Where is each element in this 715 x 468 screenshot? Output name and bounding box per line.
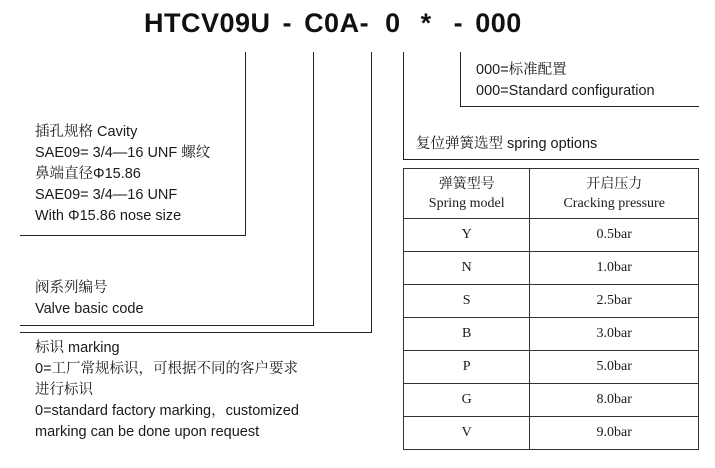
- table-row: [404, 351, 699, 384]
- spring-model-header-cn: 弹簧型号: [438, 176, 495, 192]
- cracking-pressure-cell: 5.0bar: [530, 351, 699, 384]
- model-dash-1: -: [282, 8, 293, 38]
- spring-table-header-row: [404, 169, 699, 219]
- cracking-pressure-cell: 0.5bar: [530, 219, 699, 252]
- valve-series-en: Valve basic code: [35, 301, 144, 317]
- leader-series-horizontal: [20, 325, 314, 326]
- marking-cn-line-1: 0=工厂常规标识，可根据不同的客户要求: [35, 361, 299, 377]
- marking-cn-line-2: 进行标识: [35, 382, 93, 398]
- leader-series-vertical: [313, 52, 314, 326]
- spring-model-cell: G: [404, 384, 530, 417]
- spring-model-header-en: Spring model: [428, 195, 505, 211]
- model-spring-code: C0A-: [304, 8, 370, 38]
- cavity-nose-en: With Φ15.86 nose size: [35, 208, 182, 224]
- spring-model-cell: Y: [404, 219, 530, 252]
- model-dash-2: -: [453, 8, 464, 38]
- leader-marking-vertical: [371, 52, 372, 333]
- model-base: HTCV09U: [144, 8, 271, 38]
- model-code: [144, 8, 522, 39]
- model-marking-code: 0: [385, 8, 401, 38]
- spring-model-cell: N: [404, 252, 530, 285]
- leader-cavity-vertical: [245, 52, 246, 236]
- cavity-nose-cn: 鼻端直径Φ15.86: [35, 166, 141, 182]
- cracking-pressure-cell: 1.0bar: [530, 252, 699, 285]
- marking-en-line-2: marking can be done upon request: [35, 424, 260, 440]
- leader-config-vertical: [460, 52, 461, 107]
- cracking-pressure-cell: 3.0bar: [530, 318, 699, 351]
- table-row: [404, 219, 699, 252]
- spring-model-cell: P: [404, 351, 530, 384]
- table-row: [404, 384, 699, 417]
- cavity-thread-en: SAE09= 3/4—16 UNF: [35, 187, 178, 203]
- spring-model-header: [404, 169, 530, 219]
- cracking-pressure-header: [530, 169, 699, 219]
- model-config-code: 000: [475, 8, 522, 38]
- spring-table: [403, 168, 699, 450]
- leader-spring-vertical: [403, 52, 404, 160]
- cracking-pressure-cell: 8.0bar: [530, 384, 699, 417]
- table-row: [404, 318, 699, 351]
- cavity-thread-cn: SAE09= 3/4—16 UNF 螺纹: [35, 145, 211, 161]
- table-row: [404, 417, 699, 450]
- marking-en-line-1: 0=standard factory marking，customized: [35, 403, 299, 419]
- config-cn-text: 000=标准配置: [476, 62, 567, 78]
- leader-cavity-horizontal: [20, 235, 246, 236]
- spring-model-cell: V: [404, 417, 530, 450]
- model-star: *: [420, 8, 432, 38]
- marking-title: 标识 marking: [35, 340, 120, 356]
- leader-config-horizontal: [460, 106, 699, 107]
- cavity-title: 插孔规格 Cavity: [35, 124, 138, 140]
- spring-model-cell: B: [404, 318, 530, 351]
- cracking-pressure-cell: 9.0bar: [530, 417, 699, 450]
- valve-series-cn: 阀系列编号: [35, 280, 108, 296]
- leader-spring-horizontal: [403, 159, 699, 160]
- table-row: [404, 252, 699, 285]
- cracking-pressure-header-en: Cracking pressure: [563, 195, 665, 211]
- leader-marking-horizontal: [20, 332, 372, 333]
- config-en-text: 000=Standard configuration: [476, 83, 655, 99]
- cracking-pressure-cell: 2.5bar: [530, 285, 699, 318]
- spring-options-title: 复位弹簧选型 spring options: [416, 136, 598, 152]
- table-row: [404, 285, 699, 318]
- spring-model-cell: S: [404, 285, 530, 318]
- cracking-pressure-header-cn: 开启压力: [586, 176, 643, 192]
